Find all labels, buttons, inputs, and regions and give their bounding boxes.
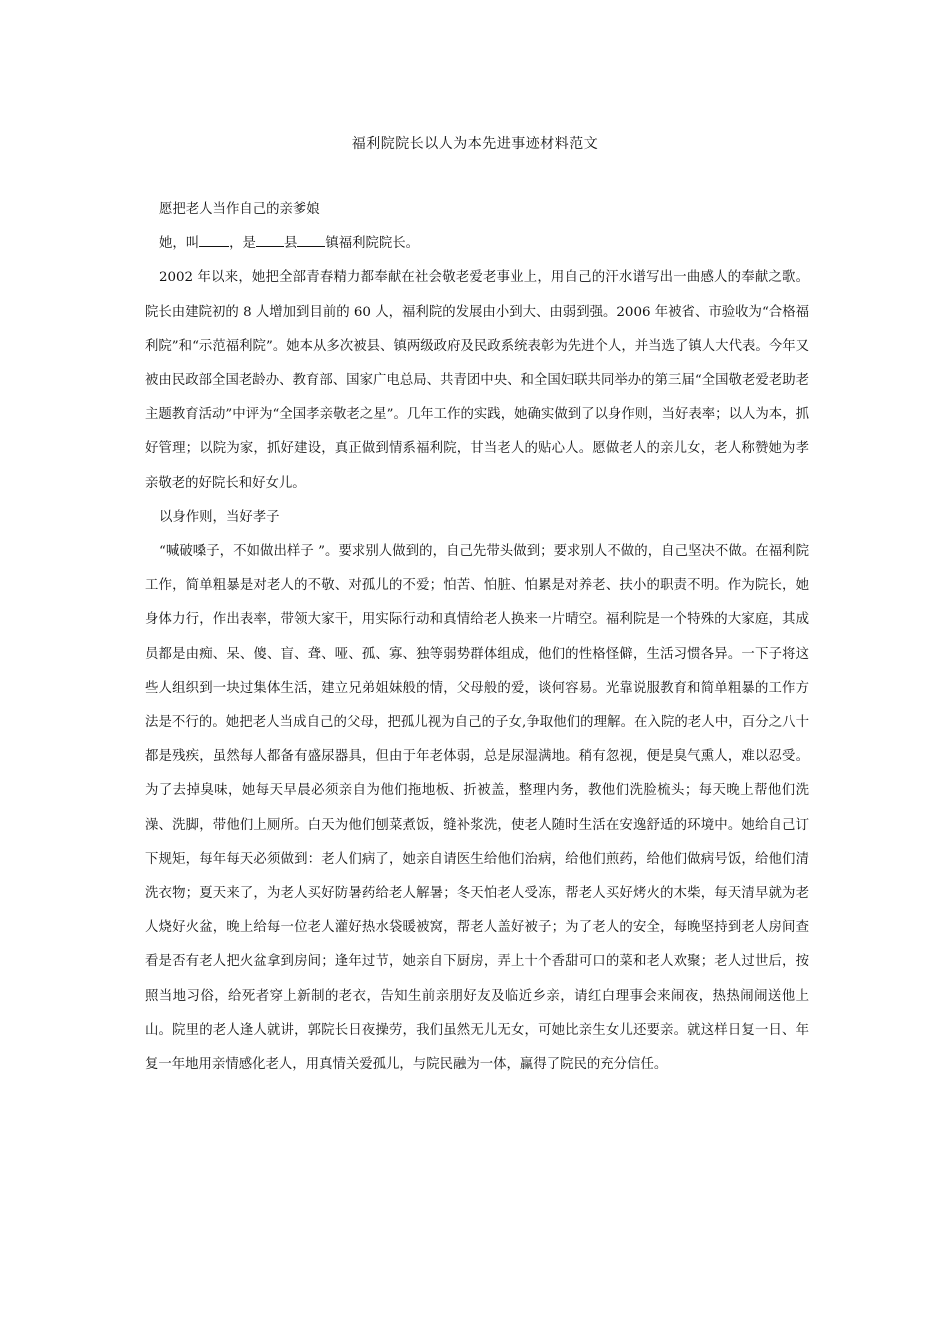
county-blank [256,232,284,247]
section-heading-example: 以身作则，当好孝子 [159,509,280,525]
intro-line [145,227,809,261]
intro-text-3: 县 [283,236,298,252]
town-blank [297,232,325,247]
name-blank [199,232,229,247]
section-heading-parents: 愿把老人当作自己的亲爹娘 [159,202,320,217]
intro-text-2: ，是 [229,236,256,252]
document-body [145,193,809,1082]
document-title: 福利院院长以人为本先进事迹材料范文 [351,136,599,152]
intro-text-1: 她，叫 [159,236,200,252]
intro-text-4: 镇福利院院长。 [325,236,420,252]
paragraph-achievements: 2002 年以来，她把全部青春精力都奉献在社会敬老爱老事业上，用自己的汗水谱写出一曲感人的奉献之歌。院长由建院初的 8 人增加到目前的 60 人，福利院的发展由小到大、由弱到强。2006 年被省、市验收为“合格福利院”和“示范福利院”。她本从多次被县、镇两级政府及民政系统表彰为先进个人，并当选了镇人大代表。今年又被由民政部全国老龄办、教育部、国家广电总局、共青团中央、和全国妇联共同举办的第三届“全国敬老爱老助老主题教育活动”中评为“全国孝亲敬老之星”。几年工作的实践，她确实做到了以身作则，当好表率；以人为本，抓好管理；以院为家，抓好建设，真正做到情系福利院，甘当老人的贴心人。愿做老人的亲儿女，老人称赞她为孝亲敬老的好院长和好女儿。 [145,270,809,491]
paragraph-example: “喊破嗓子，不如做出样子 ”。要求别人做到的，自己先带头做到；要求别人不做的，自己坚决不做。在福利院工作，简单粗暴是对老人的不敬、对孤儿的不爱；怕苦、怕脏、怕累是对养老、扶小的职责不明。作为院长，她身体力行，作出表率，带领大家干，用实际行动和真情给老人换来一片晴空。福利院是一个特殊的大家庭，其成员都是由痴、呆、傻、盲、聋、哑、孤、寡、独等弱势群体组成，他们的性格怪僻，生活习惯各异。一下子将这些人组织到一块过集体生活，建立兄弟姐妹般的情，父母般的爱，谈何容易。光靠说服教育和简单粗暴的工作方法是不行的。她把老人当成自己的父母，把孤儿视为自己的子女,争取他们的理解。在入院的老人中，百分之八十都是残疾，虽然每人都备有盛尿器具，但由于年老体弱，总是尿湿满地。稍有忽视，便是臭气熏人，难以忍受。为了去掉臭味，她每天早晨必须亲自为他们拖地板、折被盖，整理内务，教他们洗脸梳头；每天晚上帮他们洗澡、洗脚，带他们上厕所。白天为他们刨菜煮饭，缝补浆洗，使老人随时生活在安逸舒适的环境中。她给自己订下规矩，每年每天必须做到：老人们病了，她亲自请医生给他们治病，给他们煎药，给他们做病号饭，给他们清洗衣物；夏天来了，为老人买好防暑药给老人解暑；冬天怕老人受冻，帮老人买好烤火的木柴，每天清早就为老人烧好火盆，晚上给每一位老人灌好热水袋暖被窝，帮老人盖好被子；为了老人的安全，每晚坚持到老人房间查看是否有老人把火盆拿到房间；逢年过节，她亲自下厨房，弄上十个香甜可口的菜和老人欢聚；老人过世后，按照当地习俗，给死者穿上新制的老衣，告知生前亲朋好友及临近乡亲，请红白理事会来闹夜，热热闹闹送他上山。院里的老人逢人就讲，郭院长日夜操劳，我们虽然无儿无女，可她比亲生女儿还要亲。就这样日复一日、年复一年地用亲情感化老人，用真情关爱孤儿，与院民融为一体，赢得了院民的充分信任。 [145,544,809,1073]
